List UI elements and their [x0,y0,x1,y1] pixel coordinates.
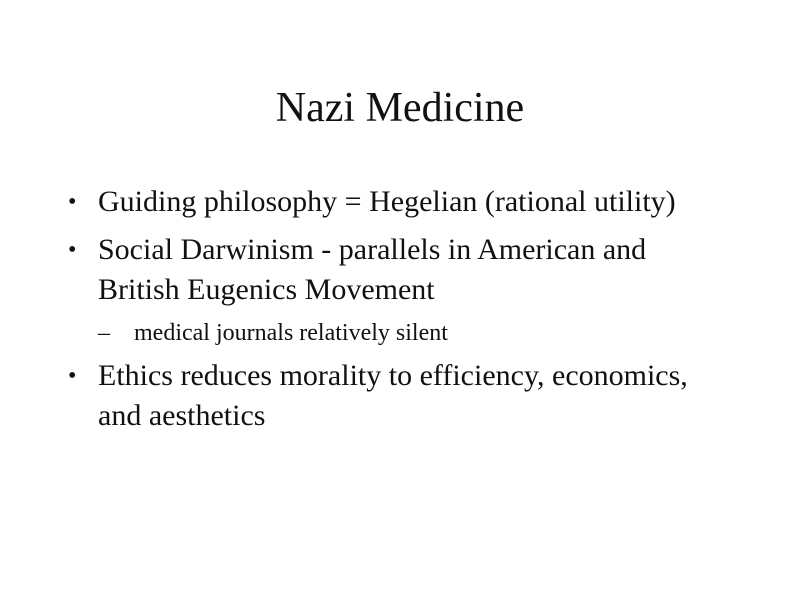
subbullet-list [98,318,708,348]
bullet-item-guiding-philosophy [68,182,708,222]
bullet-text: Guiding philosophy = Hegelian (rational utility) [98,185,676,218]
bullet-item-social-darwinism [68,230,708,348]
bullet-icon: • [68,189,77,215]
slide-title: Nazi Medicine [275,85,525,131]
bullet-icon: • [68,237,77,263]
subbullet-text: medical journals relatively silent [134,320,448,346]
subbullet-item-medical-journals [98,318,708,348]
bullet-text: Social Darwinism - parallels in American and British Eugenics Movement [98,233,647,306]
bullet-text: Ethics reduces morality to efficiency, economics, and aesthetics [98,359,688,432]
bullet-list [68,182,708,444]
dash-icon: – [98,320,110,346]
bullet-item-ethics [68,356,708,436]
bullet-icon: • [68,363,77,389]
